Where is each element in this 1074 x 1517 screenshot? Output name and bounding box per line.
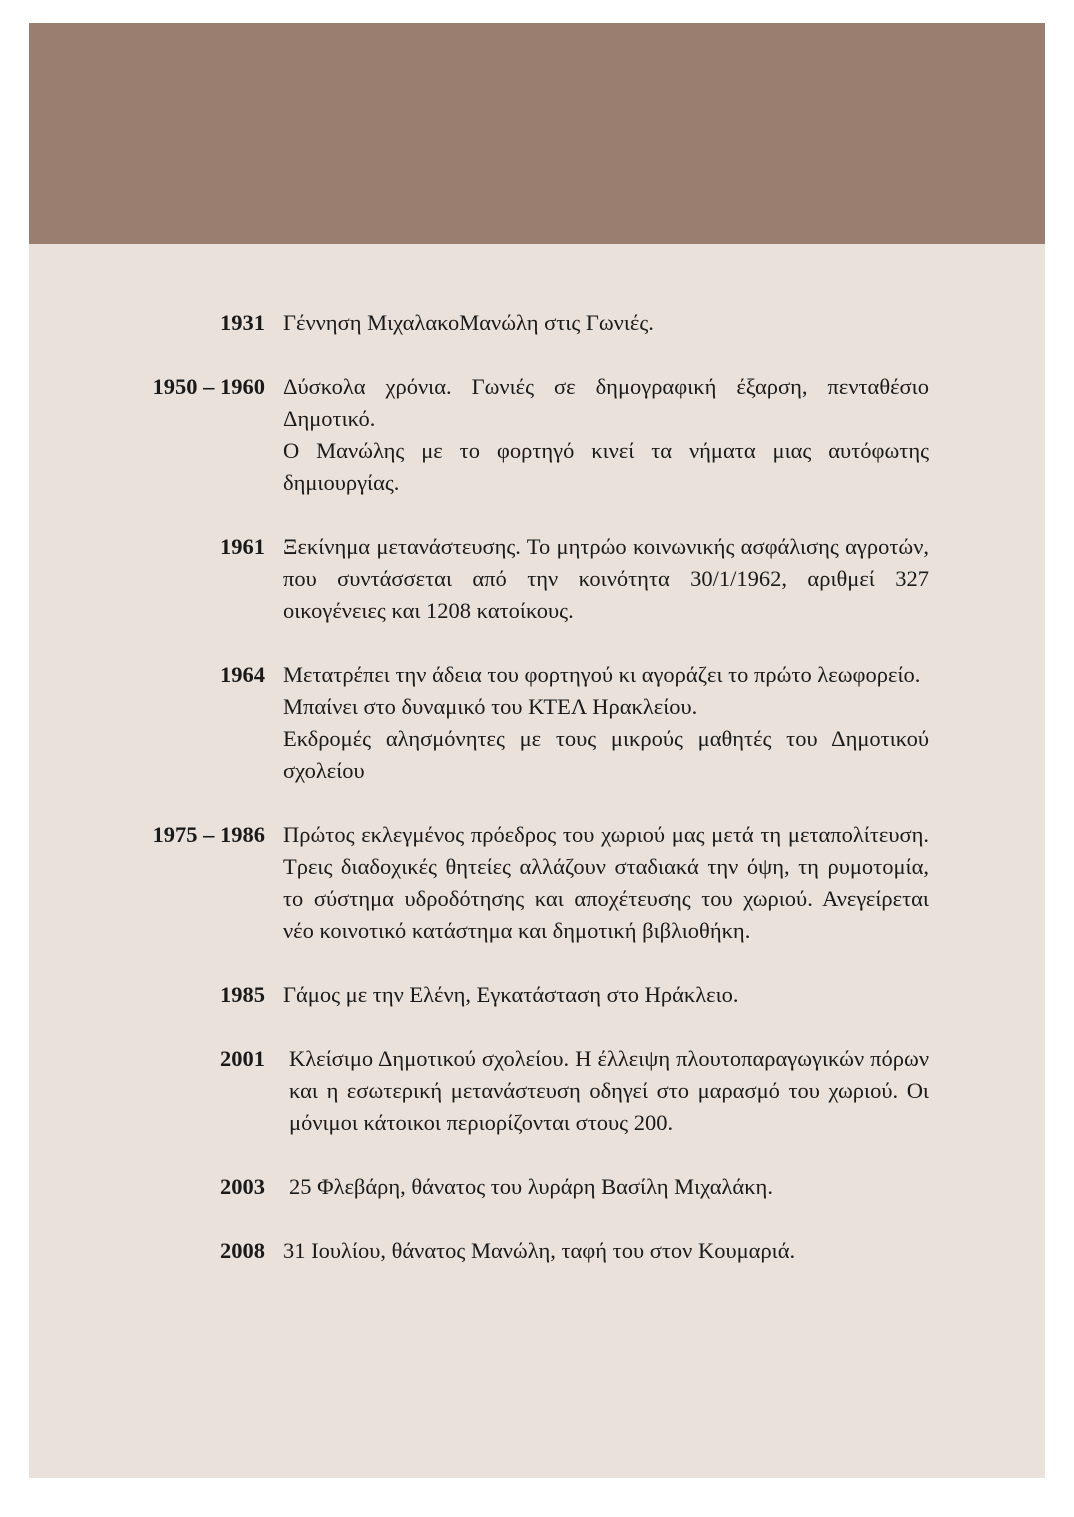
- entry-year: 1950 – 1960: [152, 374, 265, 399]
- entry-text: [283, 979, 929, 1011]
- timeline: [29, 307, 1045, 1299]
- entry-paragraph: Ο Μανώλης με το φορτηγό κινεί τα νήματα μιας αυτόφωτης δημιουργίας.: [283, 438, 929, 495]
- entry-paragraph: Πρώτος εκλεγμένος πρόεδρος του χωριού μας μετά τη μεταπολίτευση. Τρεις διαδοχικές θητείες αλλάζουν σταδιακά την όψη, τη ρυμοτομία, το σύστημα υδροδότησης και αποχέτευσης του χωριού. Ανεγείρεται νέο κοινοτικό κατάστημα και δημοτική βιβλιοθήκη.: [283, 822, 929, 943]
- entry-year: 1985: [220, 982, 265, 1007]
- entry-paragraph: Γέννηση ΜιχαλακοΜανώλη στις Γωνιές.: [283, 310, 654, 335]
- entry-year: 1975 – 1986: [152, 822, 265, 847]
- timeline-entry-2001: [29, 1043, 1045, 1139]
- timeline-entry-1975-1986: [29, 819, 1045, 947]
- entry-year: 1961: [220, 534, 265, 559]
- timeline-entry-2008: [29, 1235, 1045, 1267]
- entry-text: [283, 1235, 929, 1267]
- timeline-entry-1950-1960: [29, 371, 1045, 499]
- entry-text: [283, 531, 929, 627]
- entry-paragraph: Ξεκίνημα μετανάστευσης. Το μητρώο κοινωνικής ασφάλισης αγροτών, που συντάσσεται από την κοινότητα 30/1/1962, αριθμεί 327 οικογένειες και 1208 κατοίκους.: [283, 534, 929, 623]
- entry-paragraph: Εκδρομές αλησμόνητες με τους μικρούς μαθητές του Δημοτικού σχολείου: [283, 726, 929, 783]
- entry-paragraph: Μπαίνει στο δυναμικό του ΚΤΕΛ Ηρακλείου.: [283, 694, 698, 719]
- timeline-entry-2003: [29, 1171, 1045, 1203]
- timeline-entry-1931: [29, 307, 1045, 339]
- entry-text: [283, 371, 929, 499]
- entry-paragraph: Κλείσιμο Δημοτικού σχολείου. Η έλλειψη πλουτοπαραγωγικών πόρων και η εσωτερική μετανάστευση οδηγεί στο μαρασμό του χωριού. Οι μόνιμοι κάτοικοι περιορίζονται στους 200.: [289, 1046, 929, 1135]
- entry-paragraph: Γάμος με την Ελένη, Εγκατάσταση στο Ηράκλειο.: [283, 982, 739, 1007]
- entry-paragraph: 31 Ιουλίου, θάνατος Μανώλη, ταφή του στον Κουμαριά.: [283, 1238, 796, 1263]
- header-band: [29, 23, 1045, 244]
- entry-year: 1931: [220, 310, 265, 335]
- entry-text: [283, 307, 929, 339]
- page: [29, 23, 1045, 1478]
- entry-paragraph: Δύσκολα χρόνια. Γωνιές σε δημογραφική έξαρση, πενταθέσιο Δημοτικό.: [283, 374, 929, 431]
- timeline-entry-1961: [29, 531, 1045, 627]
- timeline-entry-1985: [29, 979, 1045, 1011]
- entry-year: 2008: [220, 1238, 265, 1263]
- entry-year: 2003: [220, 1174, 265, 1199]
- timeline-entry-1964: [29, 659, 1045, 787]
- entry-paragraph: 25 Φλεβάρη, θάνατος του λυράρη Βασίλη Μιχαλάκη.: [289, 1174, 773, 1199]
- entry-paragraph: Μετατρέπει την άδεια του φορτηγού κι αγοράζει το πρώτο λεωφορείο.: [283, 662, 921, 687]
- entry-text: [289, 1043, 929, 1139]
- entry-text: [283, 819, 929, 947]
- entry-text: [283, 659, 929, 787]
- entry-year: 1964: [220, 662, 265, 687]
- entry-text: [289, 1171, 929, 1203]
- entry-year: 2001: [220, 1046, 265, 1071]
